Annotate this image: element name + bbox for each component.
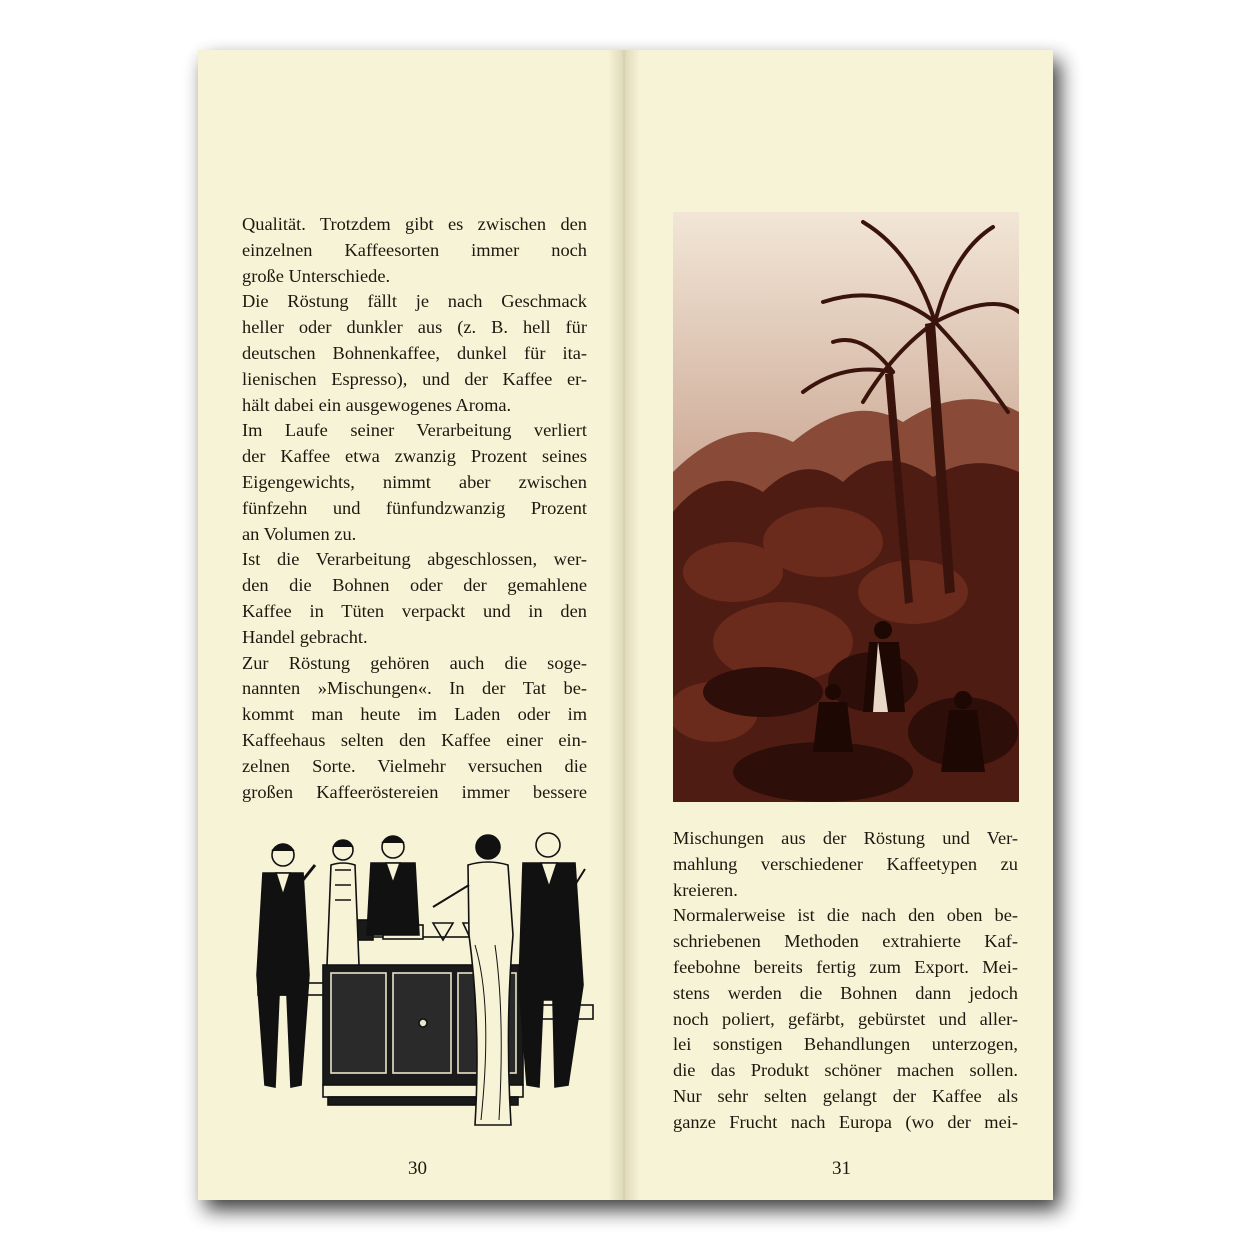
text-line: Die Röstung fällt je nach Geschmack [242, 291, 587, 312]
text-line: der Kaffee etwa zwanzig Prozent seines [242, 446, 587, 467]
text-line: Nur sehr selten gelangt der Kaffee als [673, 1085, 1018, 1106]
left-page-text [242, 212, 587, 805]
text-line: Kaffeehaus selten den Kaffee einer ein- [242, 729, 587, 750]
text-line: lei sonstigen Behandlungen unterzogen, [673, 1034, 1018, 1055]
text-line: Zur Röstung gehören auch die soge- [242, 652, 587, 673]
text-line: einzelnen Kaffeesorten immer noch [242, 239, 587, 260]
text-line: kommt man heute im Laden oder im [242, 704, 587, 725]
text-line: den die Bohnen oder der gemahlene [242, 575, 587, 596]
text-line: feebohne bereits fertig zum Export. Mei- [673, 956, 1018, 977]
text-line: kreieren. [673, 879, 738, 900]
page-number: 31 [832, 1158, 851, 1179]
text-line: ganze Frucht nach Europa (wo der mei- [673, 1111, 1018, 1132]
text-line: Kaffee in Tüten verpackt und in den [242, 600, 587, 621]
text-line: Ist die Verarbeitung abgeschlossen, wer- [242, 549, 587, 570]
book-gutter [608, 50, 640, 1200]
bar-scene-illustration [243, 825, 603, 1140]
text-line: mahlung verschiedener Kaffeetypen zu [673, 853, 1018, 874]
text-line: Mischungen aus der Röstung und Ver- [673, 828, 1018, 848]
text-line: großen Kaffeeröstereien immer bessere [242, 781, 587, 802]
text-line: Im Laufe seiner Verarbeitung verliert [242, 420, 587, 441]
text-line: die das Produkt schöner machen sollen. [673, 1060, 1018, 1081]
text-line: schriebenen Methoden extrahierte Kaf- [673, 931, 1018, 952]
text-line: heller oder dunkler aus (z. B. hell für [242, 317, 587, 338]
text-line: fünfzehn und fünfundzwanzig Prozent [242, 497, 587, 518]
text-line: deutschen Bohnenkaffee, dunkel für ita- [242, 342, 587, 363]
right-page [623, 50, 1053, 1200]
text-line: Eigengewichts, nimmt aber zwischen [242, 471, 587, 492]
coffee-plantation-illustration [673, 212, 1019, 802]
right-page-text [673, 826, 1018, 1136]
text-line: noch poliert, gefärbt, gebürstet und aller- [673, 1008, 1018, 1029]
left-page [198, 50, 623, 1200]
text-line: an Volumen zu. [242, 523, 357, 544]
page-number: 30 [408, 1158, 427, 1179]
text-line: zelnen Sorte. Vielmehr versuchen die [242, 755, 587, 776]
text-line: Qualität. Trotzdem gibt es zwischen den [242, 214, 587, 234]
text-line: hält dabei ein ausgewogenes Aroma. [242, 394, 512, 415]
text-line: Handel gebracht. [242, 626, 368, 647]
text-line: nannten »Mischungen«. In der Tat be- [242, 678, 587, 699]
text-line: Normalerweise ist die nach den oben be- [673, 905, 1018, 926]
text-line: große Unterschiede. [242, 265, 391, 286]
text-line: stens werden die Bohnen dann jedoch [673, 982, 1018, 1003]
text-line: lienischen Espresso), und der Kaffee er- [242, 368, 587, 389]
